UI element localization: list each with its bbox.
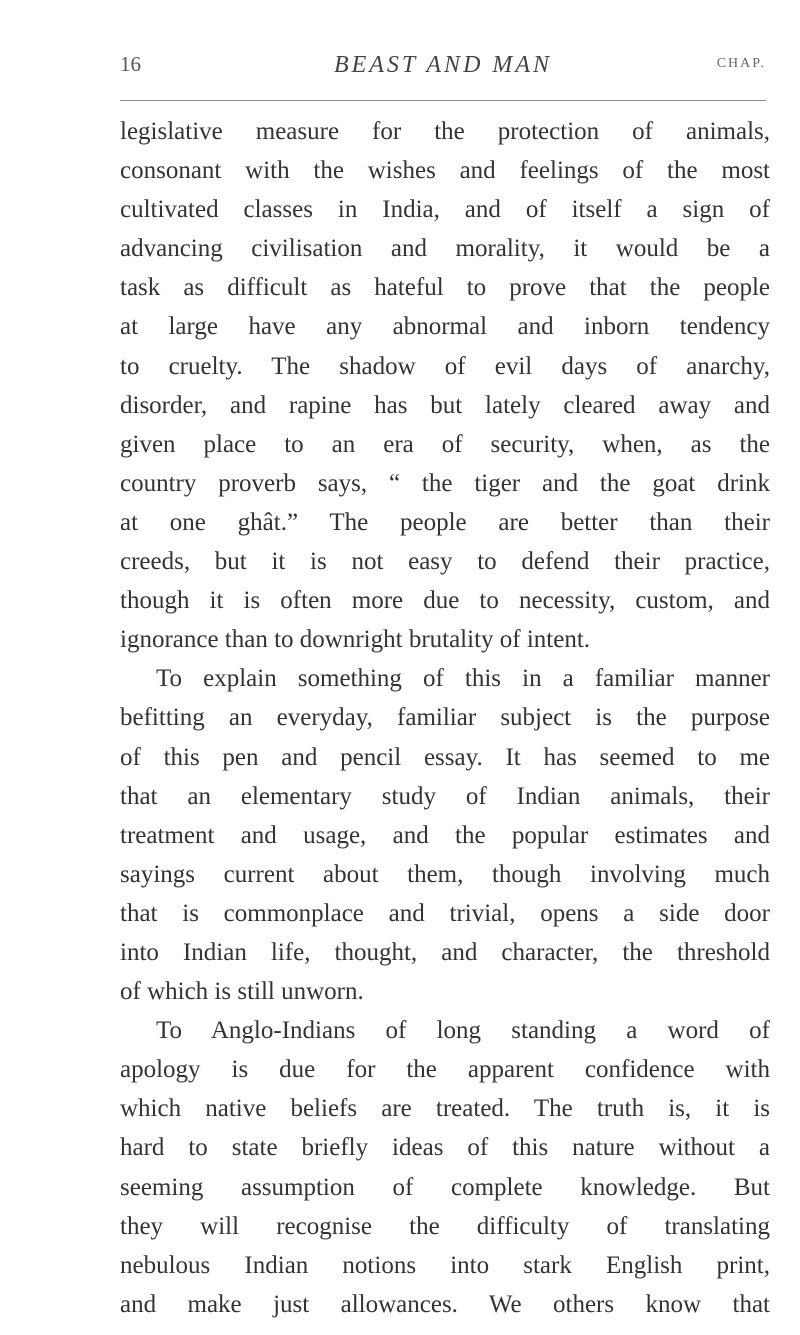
- text-line: To Anglo-Indians of long standing a word of: [156, 1017, 770, 1045]
- text-line: apology is due for the apparent confidence with: [120, 1056, 770, 1084]
- text-line: given place to an era of security, when, as the: [120, 430, 770, 458]
- text-line: advancing civilisation and morality, it would be a: [120, 235, 770, 263]
- page-number: 16: [120, 52, 141, 76]
- text-line: cultivated classes in India, and of itself a sign of: [120, 196, 770, 224]
- text-line: that is commonplace and trivial, opens a side door: [120, 899, 770, 927]
- text-line: hard to state briefly ideas of this nature without a: [120, 1134, 770, 1162]
- header-rule: [120, 100, 766, 101]
- text-line: befitting an everyday, familiar subject is the purpose: [120, 704, 770, 732]
- running-title: BEAST AND MAN: [333, 52, 553, 78]
- text-line: which native beliefs are treated. The truth is, it is: [120, 1095, 770, 1123]
- text-line: treatment and usage, and the popular estimates and: [120, 821, 770, 849]
- text-line: they will recognise the difficulty of translating: [120, 1212, 770, 1240]
- text-line: and make just allowances. We others know that: [120, 1290, 770, 1318]
- text-line: into Indian life, thought, and character, the threshold: [120, 938, 770, 966]
- text-line: to cruelty. The shadow of evil days of anarchy,: [120, 352, 770, 380]
- text-line: nebulous Indian notions into stark English print,: [120, 1251, 770, 1279]
- text-line: country proverb says, “ the tiger and the goat drink: [120, 469, 770, 497]
- text-line: legislative measure for the protection of animals,: [120, 118, 770, 145]
- text-line: though it is often more due to necessity, custom, and: [120, 587, 770, 615]
- text-line: task as difficult as hateful to prove that the people: [120, 274, 770, 302]
- text-line: at one ghât.” The people are better than their: [120, 508, 770, 536]
- body-text: [120, 112, 770, 1324]
- text-line: at large have any abnormal and inborn tendency: [120, 313, 770, 341]
- chapter-label: CHAP.: [716, 56, 766, 71]
- text-line: ignorance than to downright brutality of intent.: [120, 626, 591, 654]
- text-line: of this pen and pencil essay. It has seemed to me: [120, 743, 770, 771]
- page-header: [120, 52, 766, 92]
- text-line: consonant with the wishes and feelings of the most: [120, 157, 770, 185]
- text-line: sayings current about them, though involving much: [120, 860, 770, 888]
- text-line: seeming assumption of complete knowledge. But: [120, 1173, 770, 1201]
- text-line: of which is still unworn.: [120, 978, 364, 1006]
- text-line: To explain something of this in a familiar manner: [156, 665, 770, 693]
- text-line: disorder, and rapine has but lately cleared away and: [120, 391, 770, 419]
- text-line: that an elementary study of Indian animals, their: [120, 782, 770, 810]
- text-line: creeds, but it is not easy to defend their practice,: [120, 548, 770, 576]
